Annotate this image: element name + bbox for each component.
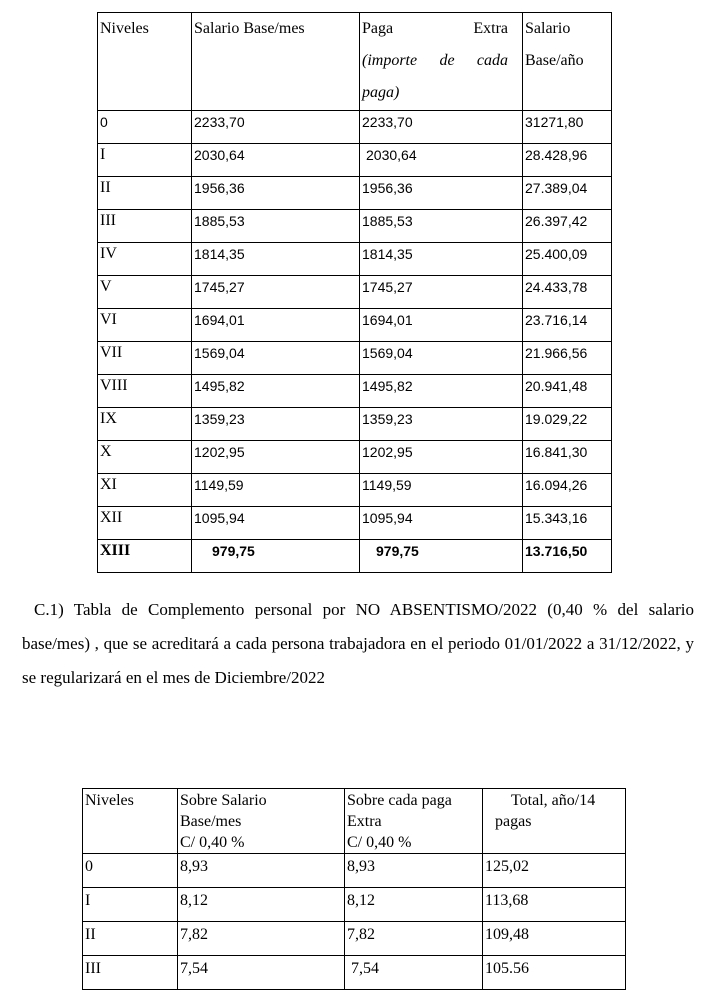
table-row: 0 2233,70 2233,70 31271,80 <box>98 111 612 144</box>
table-row: IX 1359,23 1359,23 19.029,22 <box>98 408 612 441</box>
table-row: XI 1149,59 1149,59 16.094,26 <box>98 474 612 507</box>
table-row: III 1885,53 1885,53 26.397,42 <box>98 210 612 243</box>
table-row: X 1202,95 1202,95 16.841,30 <box>98 441 612 474</box>
table-row: III 7,54 7,54 105.56 <box>83 956 626 990</box>
header-salario-base-mes: Salario Base/mes <box>192 13 360 111</box>
table-row: VI 1694,01 1694,01 23.716,14 <box>98 309 612 342</box>
table-row: II 1956,36 1956,36 27.389,04 <box>98 177 612 210</box>
salary-table <box>97 12 612 573</box>
header-total: Total, año/14 pagas <box>483 789 626 854</box>
table-row: I 8,12 8,12 113,68 <box>83 888 626 922</box>
salary-table-header-row <box>98 13 612 111</box>
header-niveles: Niveles <box>83 789 178 854</box>
table-row: VIII 1495,82 1495,82 20.941,48 <box>98 375 612 408</box>
header-sobre-paga: Sobre cada paga Extra C/ 0,40 % <box>345 789 483 854</box>
header-sobre-salario: Sobre Salario Base/mes C/ 0,40 % <box>178 789 345 854</box>
no-absentismo-paragraph: C.1) Tabla de Complemento personal por NO ABSENTISMO/2022 (0,40 % del salario base/mes) , que se acreditará a cada persona trabajadora en el periodo 01/01/2022 a 31/12/2022, y se regularizará en el mes de Diciembre/2022 <box>22 600 694 687</box>
header-niveles: Niveles <box>98 13 192 111</box>
table-row: II 7,82 7,82 109,48 <box>83 922 626 956</box>
no-absentismo-table <box>82 788 626 990</box>
table-row: 0 8,93 8,93 125,02 <box>83 854 626 888</box>
header-salario-base-anio: Salario Base/año <box>523 13 612 111</box>
table-row: XIII 979,75 979,75 13.716,50 <box>98 540 612 573</box>
table-row: I 2030,64 2030,64 28.428,96 <box>98 144 612 177</box>
header-paga-extra: Paga Extra (importe de cada paga) <box>360 13 523 111</box>
table-row: VII 1569,04 1569,04 21.966,56 <box>98 342 612 375</box>
table-row: V 1745,27 1745,27 24.433,78 <box>98 276 612 309</box>
table-row: XII 1095,94 1095,94 15.343,16 <box>98 507 612 540</box>
no-absentismo-header-row <box>83 789 626 854</box>
table-row: IV 1814,35 1814,35 25.400,09 <box>98 243 612 276</box>
